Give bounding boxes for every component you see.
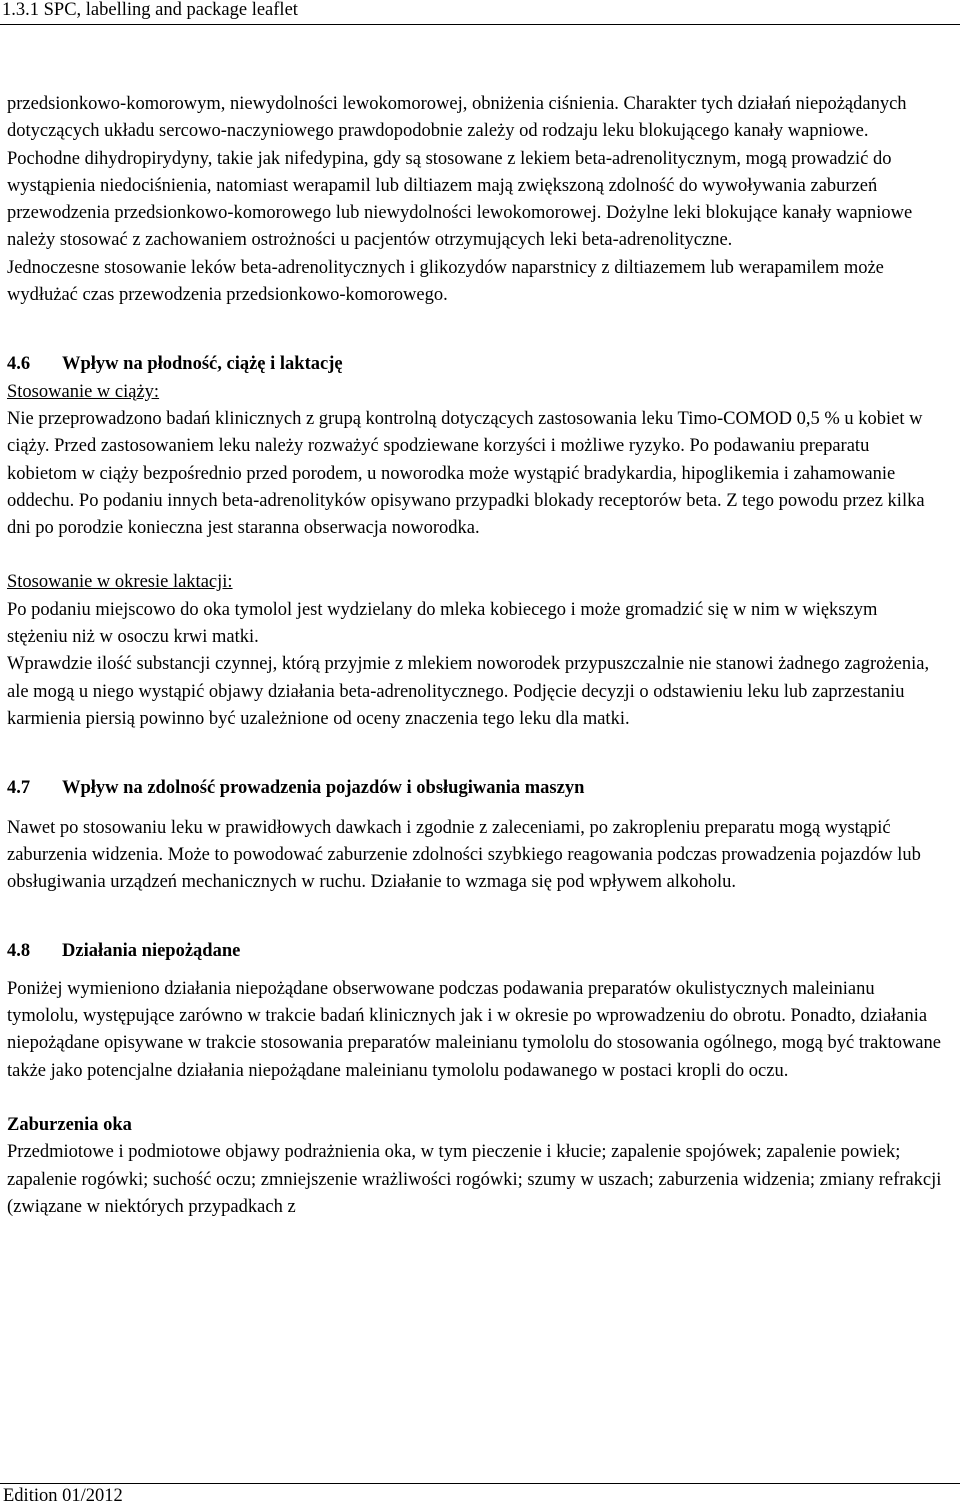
page-header [0,0,960,26]
section-4-8-heading [7,938,942,965]
pregnancy-subheading: Stosowanie w ciąży: [7,381,160,402]
section-number: 4.7 [7,778,31,799]
intro-paragraph-2: Jednoczesne stosowanie leków beta-adrenolitycznych i glikozydów naparstnicy z diltiazemem lub werapamilem może wydłużać czas przewodzenia przedsionkowo-komorowego. [7,257,884,306]
spacer [7,1085,942,1112]
spacer [7,896,942,938]
lactation-subheading: Stosowanie w okresie laktacji: [7,572,233,593]
intro-paragraph-1: przedsionkowo-komorowym, niewydolności lewokomorowej, obniżenia ciśnienia. Charakter tych działań niepożądanych dotyczących układu sercowo-naczyniowego prawdopodobnie zależy od rodzaju leku blokującego kanały wapniowe. Pochodne dihydropirydyny, takie jak nifedypina, gdy są stosowane z lekiem beta-adrenolitycznym, mogą prowadzić do wystąpienia niedociśnienia, natomiast werapamil lub diltiazem mają zwiększoną zdolność do wywoływania zaburzeń przewodzenia przedsionkowo-komorowego lub niewydolności lewokomorowej. Dożylne leki blokujące kanały wapniowe należy stosować z zachowaniem ostrożności u pacjentów otrzymujących leki beta-adrenolityczne. [7,94,913,251]
section-4-7-heading [7,775,942,802]
section-number: 4.6 [7,354,31,375]
document-body [7,91,942,1221]
spacer [7,542,942,569]
spacer [7,733,942,775]
section-title: Działania niepożądane [62,941,241,962]
section-4-7-paragraph: Nawet po stosowaniu leku w prawidłowych dawkach i zgodnie z zaleceniami, po zakropleniu preparatu mogą wystąpić zaburzenia widzenia. Może to powodować zaburzenie zdolności szybkiego reagowania podczas prowadzenia pojazdów lub obsługiwania urządzeń mechanicznych w ruchu. Działanie to wzmaga się pod wpływem alkoholu. [7,817,921,893]
page-footer [0,1483,960,1508]
header-title: 1.3.1 SPC, labelling and package leaflet [2,0,298,20]
header-divider [0,24,960,25]
pregnancy-paragraph: Nie przeprowadzono badań klinicznych z grupą kontrolną dotyczących zastosowania leku Timo-COMOD 0,5 % u kobiet w ciąży. Przed zastosowaniem leku należy rozważyć spodziewane korzyści i możliwe ryzyko. Po podawaniu preparatu kobietom w ciąży bezpośrednio przed porodem, u noworodka może wystąpić bradykardia, hipoglikemia i zahamowanie oddechu. Po podaniu innych beta-adrenolityków opisywano przypadki blokady receptorów beta. Z tego powodu przez kilka dni po porodzie konieczna jest staranna obserwacja noworodka. [7,408,925,539]
footer-divider [0,1483,960,1484]
lactation-paragraph-2: Wprawdzie ilość substancji czynnej, którą przyjmie z mlekiem noworodek przypuszczalnie nie stanowi żadnego zagrożenia, ale mogą u niego wystąpić objawy działania beta-adrenolitycznego. Podjęcie decyzji o odstawieniu leku lub zaprzestaniu karmienia piersią powinno być uzależnione od oceny znaczenia tego leku dla matki. [7,654,930,729]
section-number: 4.8 [7,941,31,962]
section-4-6-heading [7,351,942,378]
spacer [7,966,942,976]
section-title: Wpływ na płodność, ciążę i laktację [62,354,343,375]
lactation-paragraph-1: Po podaniu miejscowo do oka tymolol jest wydzielany do mleka kobiecego i może gromadzić się w nim w większym stężeniu niż w osoczu krwi matki. [7,599,878,648]
section-title: Wpływ na zdolność prowadzenia pojazdów i obsługiwania maszyn [62,778,585,799]
spacer [7,803,942,815]
spacer [7,309,942,351]
eye-disorders-subheading: Zaburzenia oka [7,1114,132,1135]
footer-edition: Edition 01/2012 [3,1486,123,1506]
eye-disorders-paragraph: Przedmiotowe i podmiotowe objawy podrażnienia oka, w tym pieczenie i kłucie; zapalenie spojówek; zapalenie powiek; zapalenie rogówki; suchość oczu; zmniejszenie wrażliwości rogówki; szumy w uszach; zaburzenia widzenia; zmiany refrakcji (związane w niektórych przypadkach z [7,1142,942,1217]
section-4-8-paragraph: Poniżej wymieniono działania niepożądane obserwowane podczas podawania preparatów okulistycznych maleinianu tymololu, występujące zarówno w trakcie badań klinicznych jak i w okresie po wprowadzeniu do obrotu. Ponadto, działania niepożądane opisywane w trakcie stosowania preparatów maleinianu tymololu do stosowania ogólnego, mogą być traktowane także jako potencjalne działania niepożądane maleinianu tymololu podawanego w postaci kropli do oczu. [7,978,941,1081]
